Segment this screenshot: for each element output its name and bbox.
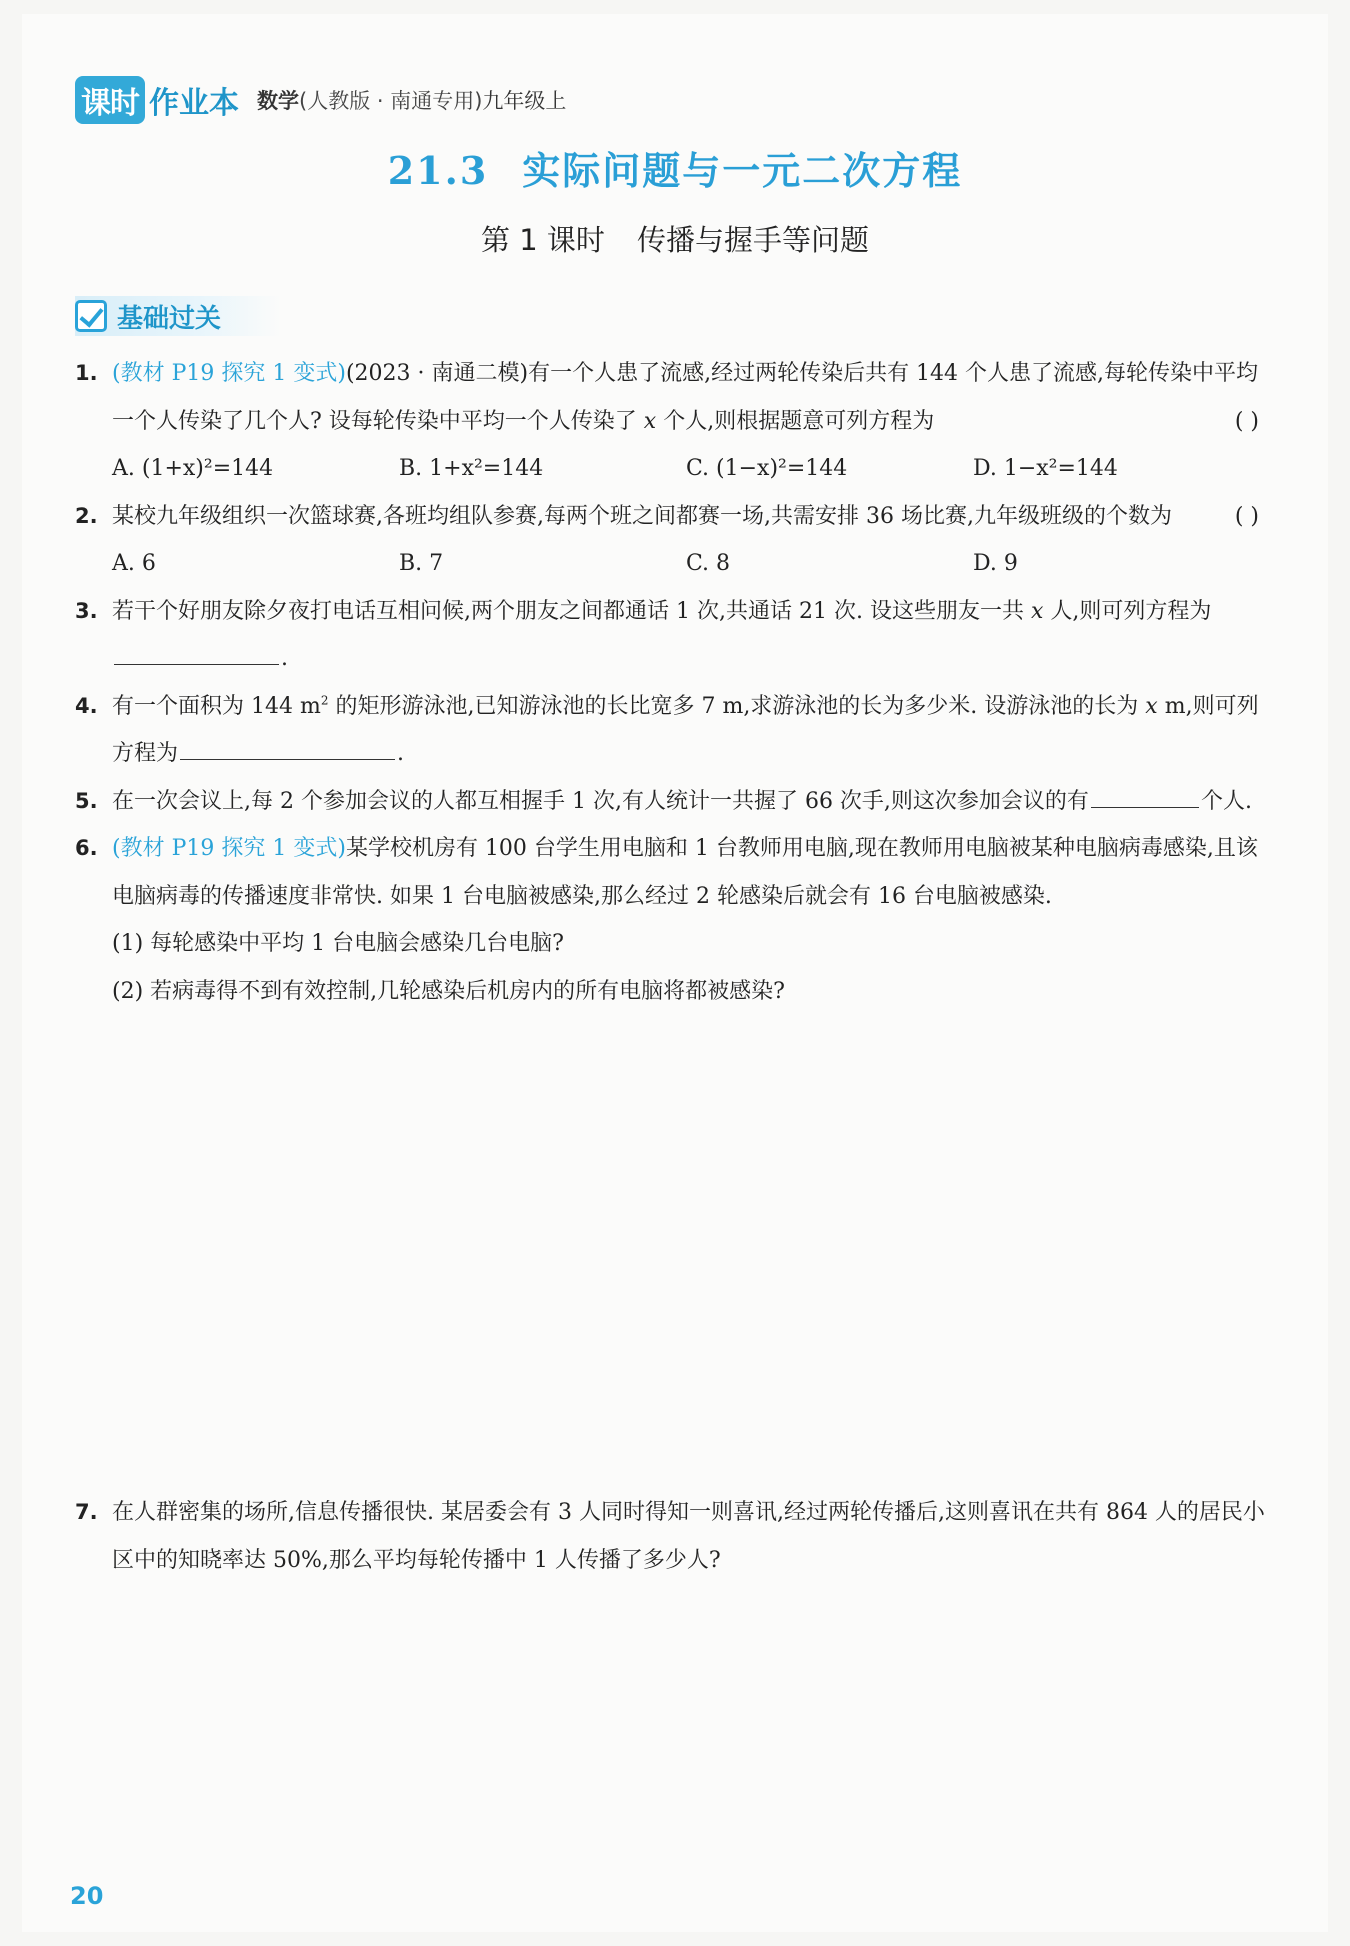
question-7 (75, 1489, 1265, 1584)
edition: (人教版 · 南通专用) (299, 89, 483, 113)
variable: x (643, 408, 657, 434)
book-logo-text: 作业本 (149, 86, 239, 121)
option-a: A. 6 (112, 551, 156, 576)
option-a: A. (1+x)²=144 (112, 456, 274, 481)
question-source: (教材 P19 探究 1 变式) (112, 836, 346, 861)
options (112, 445, 1265, 493)
sub-question-2: (2) 若病毒得不到有效控制,几轮感染后机房内的所有电脑将都被感染? (112, 978, 785, 1004)
question-number: 2. (75, 503, 98, 528)
question-5 (75, 778, 1265, 826)
lesson-number: 第 1 课时 (481, 223, 605, 257)
grade: 九年级上 (482, 89, 567, 113)
answer-blank[interactable] (114, 638, 279, 665)
question-text: m,则可列方程为 (112, 693, 1259, 766)
answer-bracket: ( ) (1234, 408, 1259, 434)
section-label: 基础过关 (117, 303, 222, 334)
question-number: 1. (75, 361, 98, 385)
page-number: 20 (70, 1882, 104, 1910)
subject: 数学 (257, 89, 299, 113)
question-number: 5. (75, 788, 98, 813)
question-text: 若干个好朋友除夕夜打电话互相问候,两个朋友之间都通话 1 次,共通话 21 次. 设这些朋友一共 (112, 598, 1031, 624)
option-d: D. 1−x²=144 (973, 456, 1118, 481)
question-3 (75, 588, 1265, 683)
option-d: D. 9 (973, 551, 1018, 576)
question-number: 7. (75, 1500, 98, 1524)
option-b: B. 7 (399, 551, 444, 576)
options (112, 540, 1265, 588)
question-text: . (281, 646, 288, 671)
lesson-topic: 传播与握手等问题 (636, 223, 869, 257)
question-number: 4. (75, 693, 98, 718)
question-text: 某学校机房有 100 台学生用电脑和 1 台教师用电脑,现在教师用电脑被某种电脑病毒感染,且该电脑病毒的传播速度非常快. 如果 1 台电脑被感染,那么经过 2 轮感染后就会有 16 台电脑被感染. (112, 836, 1258, 909)
question-text: 某校九年级组织一次篮球赛,各班均组队参赛,每两个班之间都赛一场,共需安排 36 场比赛,九年级班级的个数为 (112, 503, 1172, 529)
question-number: 6. (75, 836, 98, 860)
question-4 (75, 683, 1265, 778)
question-1 (75, 350, 1265, 493)
question-text: 个人,则根据题意可列方程为 (656, 408, 935, 434)
question-number: 3. (75, 598, 98, 623)
superscript: 2 (320, 693, 329, 708)
question-7-container (75, 1489, 1265, 1584)
option-c: C. (1−x)²=144 (686, 456, 848, 481)
question-list (75, 350, 1265, 1015)
section-title: 实际问题与一元二次方程 (522, 148, 963, 193)
book-subtitle (257, 85, 566, 115)
answer-bracket: ( ) (1234, 503, 1259, 529)
question-text: 人,则可列方程为 (1043, 598, 1212, 624)
question-text: (2023 · 南通二模)有一个人患了流感,经过两轮传染后共有 144 个人患了流感,每轮传染中平均一个人传染了几个人? 设每轮传染中平均一个人传染了 (112, 361, 1259, 434)
variable: x (1030, 598, 1044, 624)
variable: x (1145, 693, 1158, 719)
question-6 (75, 825, 1265, 1015)
option-c: C. 8 (686, 551, 731, 576)
question-text: . (397, 741, 405, 766)
lesson-title (0, 218, 1350, 259)
answer-blank[interactable] (180, 733, 395, 760)
question-source: (教材 P19 探究 1 变式) (112, 361, 346, 386)
question-text: 在人群密集的场所,信息传播很快. 某居委会有 3 人同时得知一则喜讯,经过两轮传播后,这则喜讯在共有 864 人的居民小区中的知晓率达 50%,那么平均每轮传播中 1 人传播了多少人? (112, 1500, 1265, 1573)
question-text: 个人. (1200, 788, 1252, 814)
sub-question-1: (1) 每轮感染中平均 1 台电脑会感染几台电脑? (112, 931, 564, 956)
checkbox-icon (75, 300, 107, 332)
book-logo: 课时 (75, 76, 145, 124)
section-header (75, 296, 281, 336)
answer-blank[interactable] (1091, 781, 1199, 808)
question-text: 在一次会议上,每 2 个参加会议的人都互相握手 1 次,有人统计一共握了 66 次手,则这次参加会议的有 (112, 788, 1089, 814)
question-text: 的矩形游泳池,已知游泳池的长比宽多 7 m,求游泳池的长为多少米. 设游泳池的长为 (328, 693, 1146, 719)
section-number: 21.3 (387, 148, 489, 193)
page-title (0, 140, 1350, 195)
book-header (75, 78, 566, 122)
option-b: B. 1+x²=144 (399, 456, 544, 481)
question-2 (75, 493, 1265, 588)
question-text: 有一个面积为 144 m (112, 693, 321, 719)
